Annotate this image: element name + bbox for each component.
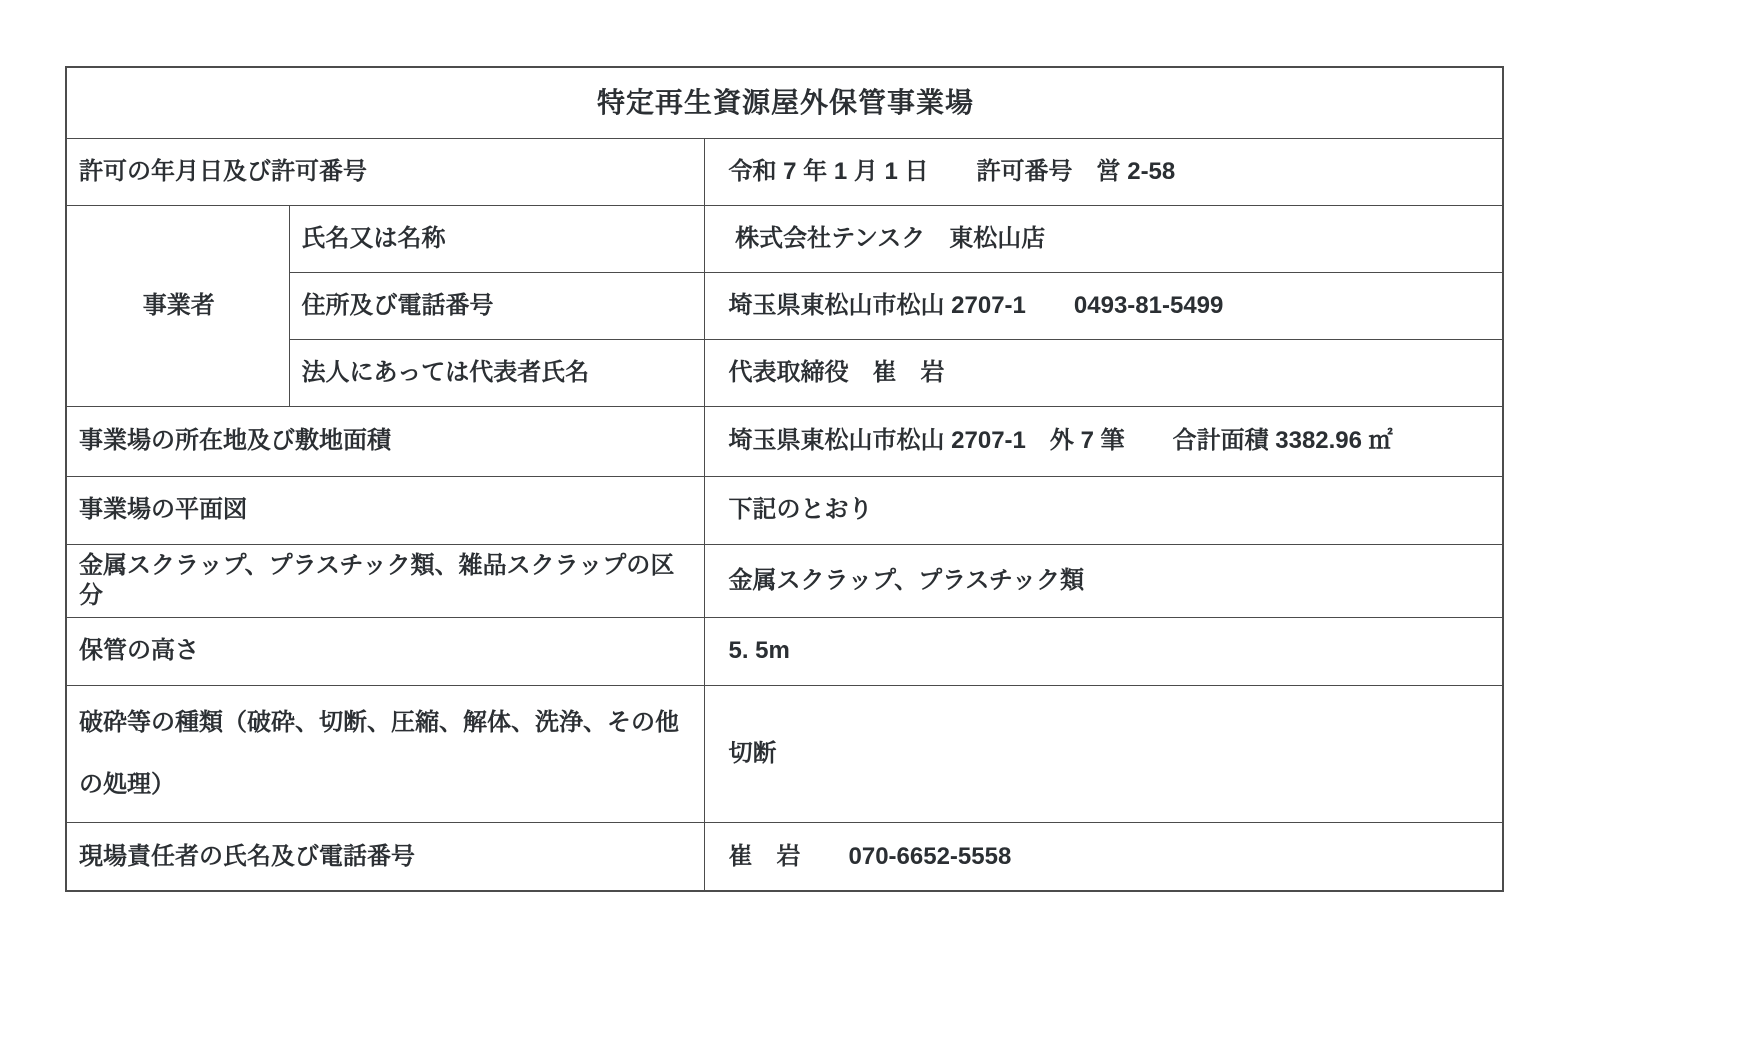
site-location-row xyxy=(66,406,1503,476)
permit-date-number-value: 令和 7 年 1 月 1 日 許可番号 営 2-58 xyxy=(704,138,1503,205)
site-location-label: 事業場の所在地及び敷地面積 xyxy=(66,406,704,476)
site-manager-row xyxy=(66,823,1503,891)
site-plan-row xyxy=(66,476,1503,544)
operator-name-row xyxy=(66,205,1503,272)
operator-address-value: 埼玉県東松山市松山 2707-1 0493-81-5499 xyxy=(704,272,1503,339)
permit-notice-table xyxy=(65,66,1504,892)
site-plan-value: 下記のとおり xyxy=(704,476,1503,544)
title-row xyxy=(66,67,1503,138)
operator-name-label: 氏名又は名称 xyxy=(289,205,704,272)
site-manager-label: 現場責任者の氏名及び電話番号 xyxy=(66,823,704,891)
operator-representative-label: 法人にあっては代表者氏名 xyxy=(289,339,704,406)
storage-height-value: 5. 5m xyxy=(704,617,1503,685)
permit-date-number-label: 許可の年月日及び許可番号 xyxy=(66,138,704,205)
document-title: 特定再生資源屋外保管事業場 xyxy=(66,67,1503,138)
permit-row xyxy=(66,138,1503,205)
operator-name-value: 株式会社テンスク 東松山店 xyxy=(704,205,1503,272)
site-manager-value: 崔 岩 070-6652-5558 xyxy=(704,823,1503,891)
storage-height-row xyxy=(66,617,1503,685)
processing-type-row xyxy=(66,685,1503,823)
permit-notice-sheet xyxy=(65,66,1502,892)
site-plan-label: 事業場の平面図 xyxy=(66,476,704,544)
operator-address-label: 住所及び電話番号 xyxy=(289,272,704,339)
operator-group-label: 事業者 xyxy=(66,205,289,406)
processing-type-label: 破砕等の種類（破砕、切断、圧縮、解体、洗浄、その他の処理） xyxy=(66,685,704,823)
storage-height-label: 保管の高さ xyxy=(66,617,704,685)
processing-type-value: 切断 xyxy=(704,685,1503,823)
scrap-category-label: 金属スクラップ、プラスチック類、雑品スクラップの区分 xyxy=(66,544,704,617)
scrap-category-value: 金属スクラップ、プラスチック類 xyxy=(704,544,1503,617)
site-location-value: 埼玉県東松山市松山 2707-1 外 7 筆 合計面積 3382.96 ㎡ xyxy=(704,406,1503,476)
operator-representative-value: 代表取締役 崔 岩 xyxy=(704,339,1503,406)
scrap-category-row xyxy=(66,544,1503,617)
